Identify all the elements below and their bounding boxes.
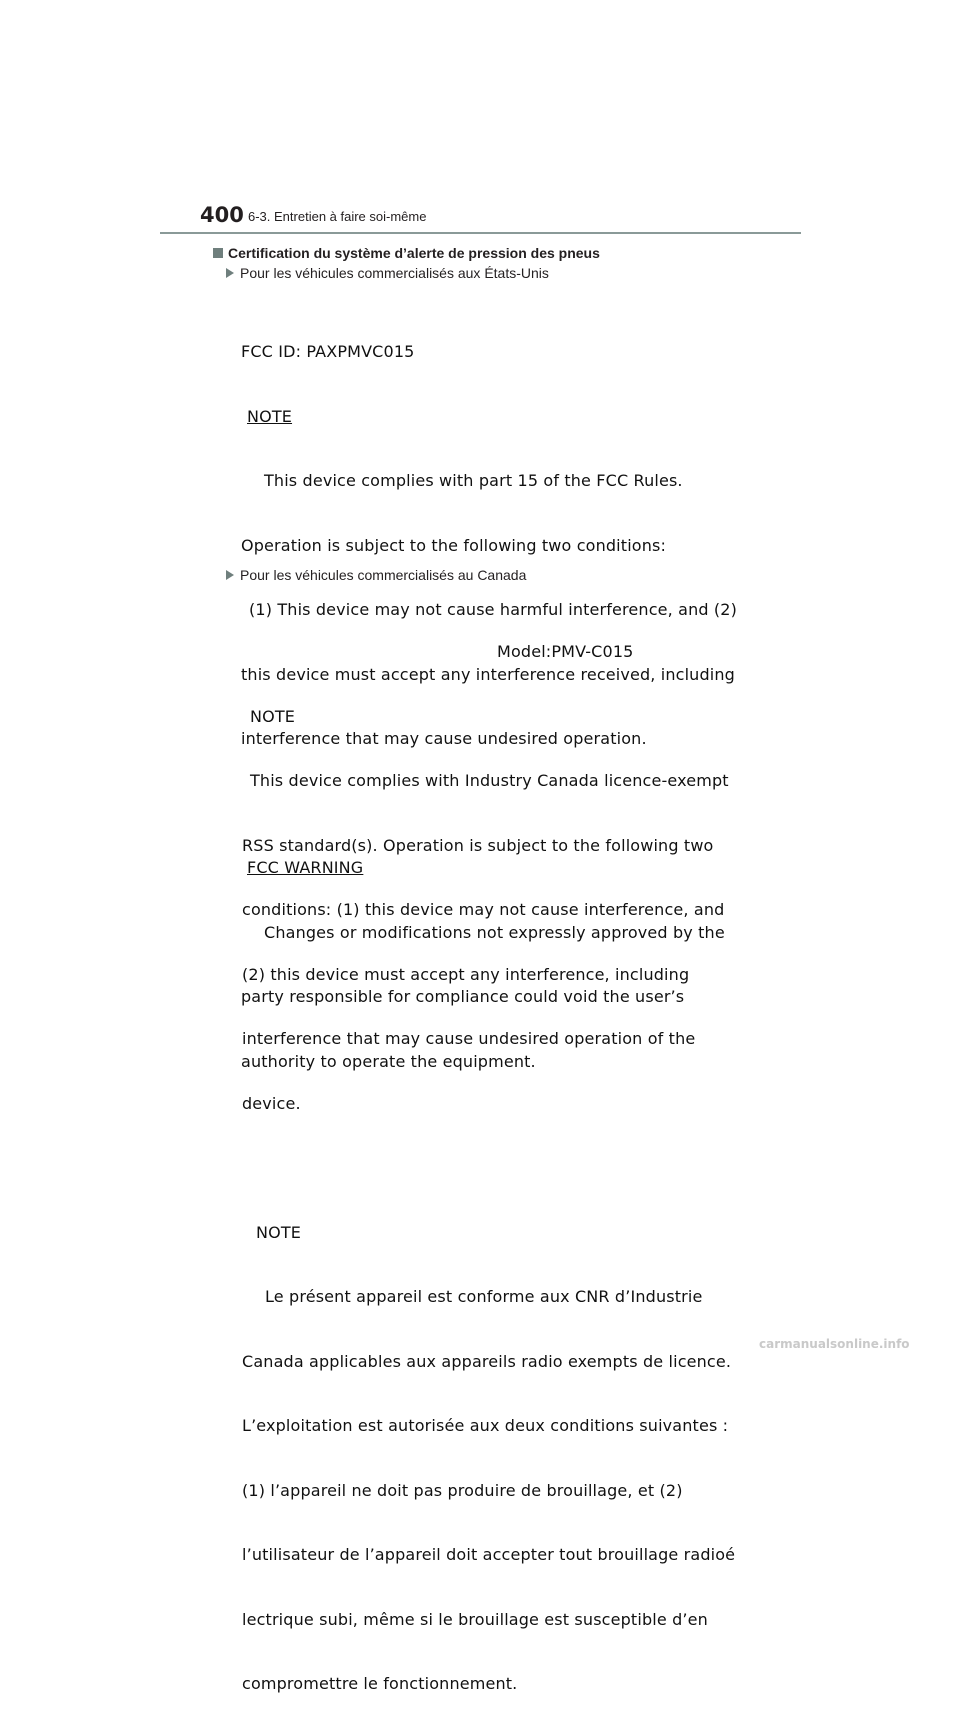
- note-en-line: RSS standard(s). Operation is subject to the following two: [242, 835, 714, 855]
- note-fr-label: NOTE: [256, 1222, 302, 1242]
- note-fr-line: Le présent appareil est conforme aux CNR d’Industrie: [265, 1287, 703, 1306]
- note-line: interference that may cause undesired operation.: [241, 729, 647, 748]
- note-en-line: This device complies with Industry Canada licence-exempt: [250, 771, 729, 790]
- usa-heading: [226, 265, 549, 281]
- section-title-text: Certification du système d’alerte de pression des pneus: [228, 245, 600, 261]
- warning-line: authority to operate the equipment.: [241, 1051, 536, 1071]
- note-en-label: NOTE: [250, 706, 296, 726]
- note-fr-line: Canada applicables aux appareils radio exempts de licence.: [242, 1351, 732, 1371]
- square-bullet-icon: [213, 248, 223, 258]
- section-title: [213, 245, 600, 261]
- note-label: NOTE: [247, 406, 293, 426]
- note-fr-line: (1) l’appareil ne doit pas produire de brouillage, et (2): [242, 1480, 683, 1500]
- page-number: 400: [200, 203, 244, 227]
- model-id: Model:PMV-C015: [497, 642, 634, 661]
- note-en-line: conditions: (1) this device may not cause interference, and: [242, 900, 725, 919]
- watermark: carmanualsonline.info: [759, 1337, 910, 1351]
- canada-heading-text: Pour les véhicules commercialisés au Canada: [240, 567, 527, 583]
- triangle-bullet-icon: [226, 570, 234, 580]
- triangle-bullet-icon: [226, 268, 234, 278]
- header-rule: [160, 232, 801, 234]
- note-fr-line: L’exploitation est autorisée aux deux conditions suivantes :: [242, 1416, 729, 1435]
- canada-heading: [226, 567, 526, 583]
- note-fr-line: lectrique subi, même si le brouillage est susceptible d’en: [242, 1609, 708, 1629]
- note-fr-line: compromettre le fonctionnement.: [242, 1674, 518, 1693]
- note-line: Operation is subject to the following two conditions:: [241, 535, 667, 555]
- ic-label-block: [242, 598, 738, 1716]
- section-label: 6-3. Entretien à faire soi-même: [248, 209, 427, 224]
- note-en-line: device.: [242, 1093, 301, 1113]
- fcc-id: FCC ID: PAXPMVC015: [241, 342, 415, 361]
- warning-line: party responsible for compliance could void the user’s: [241, 987, 685, 1006]
- note-line: (1) This device may not cause harmful interference, and (2): [249, 600, 738, 619]
- warning-line: Changes or modifications not expressly approved by the: [264, 922, 725, 942]
- note-line: This device complies with part 15 of the FCC Rules.: [264, 471, 683, 490]
- note-line: this device must accept any interference received, including: [241, 664, 735, 684]
- note-en-line: interference that may cause undesired operation of the: [242, 1029, 696, 1048]
- note-fr-line: l’utilisateur de l’appareil doit accepter tout brouillage radioé: [242, 1545, 736, 1564]
- usa-heading-text: Pour les véhicules commercialisés aux États-Unis: [240, 265, 549, 281]
- warning-label: FCC WARNING: [247, 858, 364, 877]
- note-en-line: (2) this device must accept any interference, including: [242, 964, 690, 984]
